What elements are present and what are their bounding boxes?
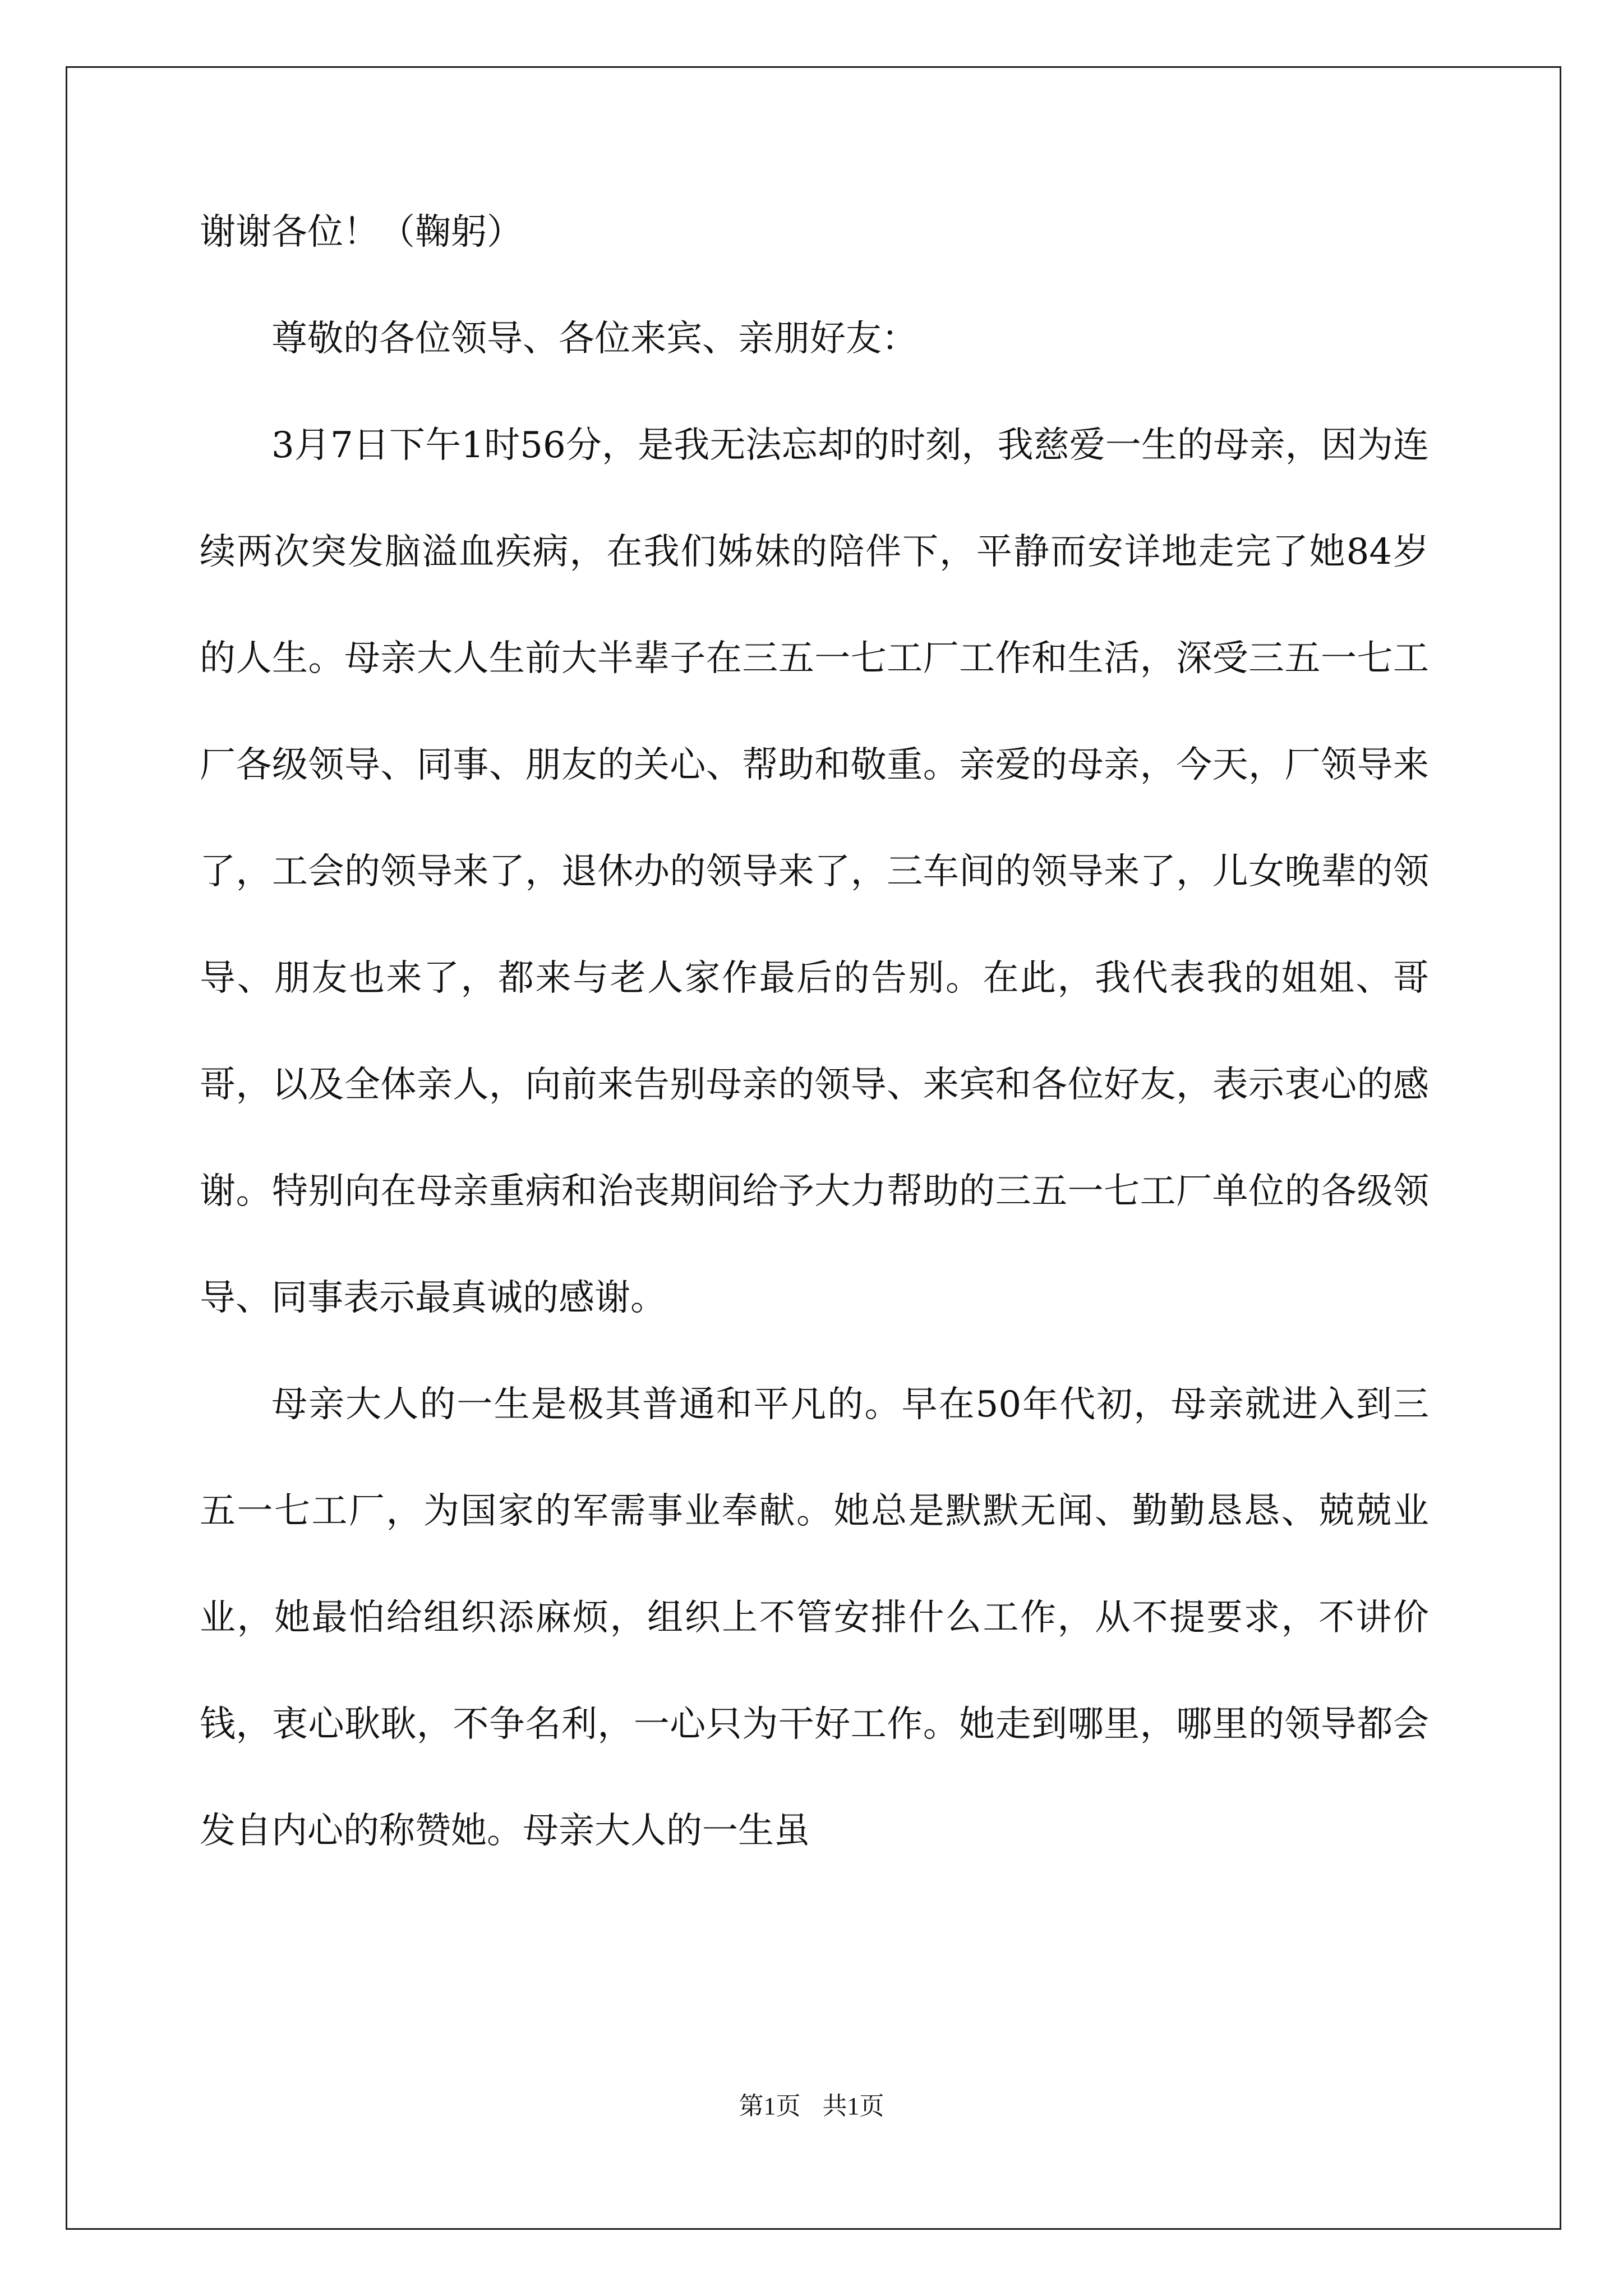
page-total: 共1页: [822, 2092, 884, 2120]
salutation: 尊敬的各位领导、各位来宾、亲朋好友：: [271, 318, 917, 360]
closing-line: 谢谢各位！（鞠躬）: [200, 211, 523, 253]
paragraph-tribute: 3月7日下午1时56分，是我无法忘却的时刻，我慈爱一生的母亲，因为连续两次突发脑溢血疾病，在我们姊妹的陪伴下，平静而安详地走完了她84岁的人生。母亲大人生前大半辈子在三五一七工厂工作和生活，深受三五一七工厂各级领导、同事、朋友的关心、帮助和敬重。亲爱的母亲，今天，厂领导来了，工会的领导来了，退休办的领导来了，三车间的领导来了，儿女晚辈的领导、朋友也来了，都来与老人家作最后的告别。在此，我代表我的姐姐、哥哥，以及全体亲人，向前来告别母亲的领导、来宾和各位好友，表示衷心的感谢。特别向在母亲重病和治丧期间给予大力帮助的三五一七工厂单位的各级领导、同事表示最真诚的感谢。: [200, 425, 1429, 1319]
paragraph-life: 母亲大人的一生是极其普通和平凡的。早在50年代初，母亲就进入到三五一七工厂，为国家的军需事业奉献。她总是默默无闻、勤勤恳恳、兢兢业业，她最怕给组织添麻烦，组织上不管安排什么工作，从不提要求，不讲价钱，衷心耿耿，不争名利，一心只为干好工作。她走到哪里，哪里的领导都会发自内心的称赞她。母亲大人的一生虽: [200, 1384, 1429, 1852]
page-footer: [0, 2086, 1623, 2122]
document-body: [200, 211, 1429, 1884]
page-number: 第1页: [739, 2092, 801, 2120]
